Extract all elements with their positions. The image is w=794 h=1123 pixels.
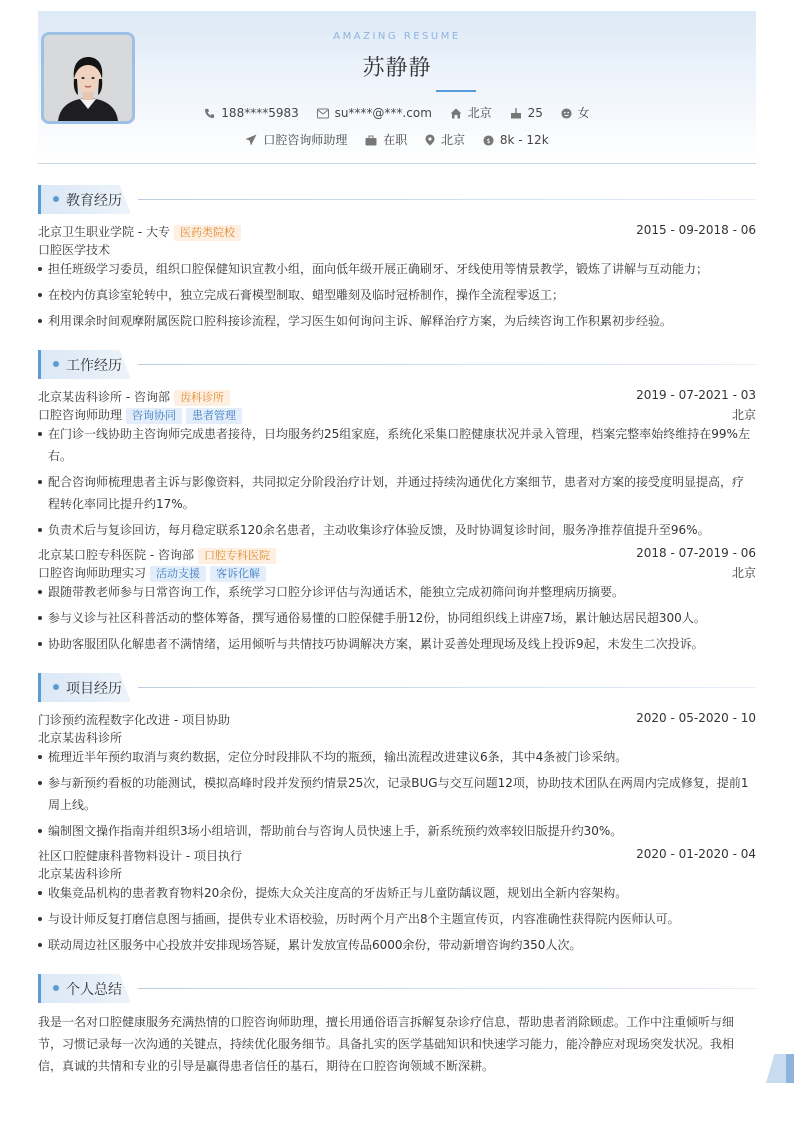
list-item: 担任班级学习委员，组织口腔保健知识宣教小组，面向低年级开展正确刷牙、牙线使用等情景教学，锻炼了讲解与互动能力； [38, 258, 750, 280]
resume-header [38, 11, 756, 164]
intent-status-text: 在职 [383, 133, 408, 147]
home-icon [450, 108, 462, 119]
section-dot [53, 196, 59, 202]
education-tag: 医药类院校 [174, 225, 241, 241]
section-dot [53, 684, 59, 690]
age-text: 25 [527, 106, 543, 120]
project-title-row [38, 847, 756, 865]
project-bullets [38, 882, 750, 960]
contact-home [450, 104, 492, 121]
intent-salary [483, 133, 549, 147]
work-role: 口腔咨询师助理 [38, 408, 123, 422]
phone-text: 188****5983 [221, 106, 299, 120]
list-item: 负责术后与复诊回访，每月稳定联系120余名患者，主动收集诊疗体验反馈，及时协调复诊时间，服务净推荐值提升至96%。 [38, 519, 750, 541]
list-item: 编制图文操作指南并组织3场小组培训，帮助前台与咨询人员快速上手，新系统预约效率较旧版提升约30%。 [38, 820, 750, 842]
list-item: 联动周边社区服务中心投放并安排现场答疑，累计发放宣传品6000余份，带动新增咨询约350人次。 [38, 934, 750, 956]
section-work [38, 350, 756, 379]
section-dot [53, 985, 59, 991]
project-date: 2020 - 01-2020 - 04 [636, 847, 756, 861]
section-project [38, 673, 756, 702]
contact-info-row [38, 104, 756, 121]
corner-tab-bar [786, 1054, 794, 1083]
home-text: 北京 [467, 106, 492, 120]
project-org-row [38, 865, 756, 883]
salary-icon [483, 135, 494, 146]
work-bullets [38, 423, 750, 545]
mail-icon [317, 108, 329, 119]
education-date: 2015 - 09-2018 - 06 [636, 223, 756, 237]
cake-icon [510, 108, 522, 119]
candidate-name: 苏静静 [362, 56, 432, 81]
skill-badge: 患者管理 [186, 408, 242, 424]
contact-gender [561, 104, 590, 121]
work-city: 北京 [731, 566, 756, 580]
project-title: 门诊预约流程数字化改进 - 项目协助 [38, 713, 230, 727]
work-role-row [38, 564, 756, 582]
summary-text: 我是一名对口腔健康服务充满热情的口腔咨询师助理，擅长用通俗语言拆解复杂诊疗信息，帮助患者消除顾虑。工作中注重倾听与细节，习惯记录每一次沟通的关键点，持续优化服务细节。具备扎实的医学基础知识和快速学习能力，能冷静应对现场突发状况。我相信，真诚的共情和专业的引导是赢得患者信任的基石，期待在口腔咨询领域不断深耕。 [38, 1015, 735, 1073]
briefcase-icon [365, 135, 377, 146]
work-company-row [38, 546, 756, 564]
section-title-work: 工作经历 [66, 358, 122, 374]
project-bullets [38, 746, 750, 846]
education-bullets [38, 258, 750, 336]
project-org: 北京某齿科诊所 [38, 867, 123, 881]
section-summary [38, 974, 756, 1003]
list-item: 与设计师反复打磨信息图与插画，提供专业术语校验，历时两个月产出8个主题宣传页，内容准确性获得院内医师认可。 [38, 908, 750, 930]
work-role: 口腔咨询师助理实习 [38, 566, 147, 580]
location-pin-icon [425, 134, 435, 146]
skill-badge: 咨询协同 [126, 408, 182, 424]
resume-subtitle: AMAZING RESUME [333, 31, 461, 42]
list-item: 参与新预约看板的功能测试，模拟高峰时段并发预约情景25次，记录BUG与交互问题12项，协助技术团队在两周内完成修复，提前1周上线。 [38, 772, 750, 816]
contact-phone [204, 106, 298, 120]
list-item: 利用课余时间观摩附属医院口腔科接诊流程，学习医生如何询问主诉、解释治疗方案，为后续咨询工作积累初步经验。 [38, 310, 750, 332]
education-major-row [38, 241, 756, 259]
contact-email [317, 106, 432, 120]
work-date: 2018 - 07-2019 - 06 [636, 546, 756, 560]
skill-badge: 客诉化解 [210, 566, 266, 582]
work-company: 北京某齿科诊所 - 咨询部 [38, 390, 170, 404]
list-item: 收集竞品机构的患者教育物料20余份，提炼大众关注度高的牙齿矫正与儿童防龋议题，规划出全新内容架构。 [38, 882, 750, 904]
skill-badge: 活动支援 [150, 566, 206, 582]
email-text: su****@***.com [334, 106, 432, 120]
intent-position [245, 131, 347, 148]
gender-text: 女 [577, 106, 590, 120]
project-title-row [38, 711, 756, 729]
work-company-tag: 口腔专科医院 [198, 548, 276, 564]
project-org: 北京某齿科诊所 [38, 731, 123, 745]
education-school: 北京卫生职业学院 - 大专 [38, 225, 170, 239]
work-date: 2019 - 07-2021 - 03 [636, 388, 756, 402]
page-corner-tab [766, 1054, 794, 1083]
list-item: 跟随带教老师参与日常咨询工作，系统学习口腔分诊评估与沟通话术，能独立完成初筛问询并整理病历摘要。 [38, 581, 750, 603]
intent-position-text: 口腔咨询师助理 [263, 133, 348, 147]
list-item: 在门诊一线协助主咨询师完成患者接待，日均服务约25组家庭，系统化采集口腔健康状况并录入管理，档案完整率始终维持在99%左右。 [38, 423, 750, 467]
intent-salary-text: 8k - 12k [499, 133, 549, 147]
section-divider [138, 988, 756, 989]
svg-text:$: $ [486, 136, 491, 145]
section-divider [138, 687, 756, 688]
work-city: 北京 [731, 408, 756, 422]
list-item: 配合咨询师梳理患者主诉与影像资料，共同拟定分阶段治疗计划，并通过持续沟通优化方案细节，患者对方案的接受度明显提高，疗程转化率同比提升约17%。 [38, 471, 750, 515]
intent-city [425, 131, 465, 148]
section-divider [138, 199, 756, 200]
job-intent-row [38, 131, 756, 148]
project-date: 2020 - 05-2020 - 10 [636, 711, 756, 725]
work-company: 北京某口腔专科医院 - 咨询部 [38, 548, 194, 562]
list-item: 梳理近半年预约取消与爽约数据，定位分时段排队不均的瓶颈，输出流程改进建议6条，其中4条被门诊采纳。 [38, 746, 750, 768]
section-divider [138, 364, 756, 365]
name-underline [436, 90, 476, 92]
work-role-row [38, 406, 756, 424]
list-item: 参与义诊与社区科普活动的整体筹备，撰写通俗易懂的口腔保健手册12份，协同组织线上讲座7场，累计触达居民超300人。 [38, 607, 750, 629]
list-item: 协助客服团队化解患者不满情绪，运用倾听与共情技巧协调解决方案，累计妥善处理现场及线上投诉9起，未发生二次投诉。 [38, 633, 750, 655]
list-item: 在校内仿真诊室轮转中，独立完成石膏模型制取、蜡型雕刻及临时冠桥制作，操作全流程零返工； [38, 284, 750, 306]
project-org-row [38, 729, 756, 747]
section-title-project: 项目经历 [66, 681, 122, 697]
send-icon [245, 134, 257, 146]
gender-icon [561, 108, 572, 119]
contact-age [510, 106, 543, 120]
section-dot [53, 361, 59, 367]
section-education [38, 185, 756, 214]
work-company-row [38, 388, 756, 406]
intent-status [365, 131, 407, 148]
project-title: 社区口腔健康科普物料设计 - 项目执行 [38, 849, 242, 863]
work-bullets [38, 581, 750, 659]
section-title-education: 教育经历 [66, 193, 122, 209]
phone-icon [204, 108, 215, 119]
education-major: 口腔医学技术 [38, 243, 111, 257]
section-title-summary: 个人总结 [66, 982, 122, 998]
work-company-tag: 齿科诊所 [174, 390, 230, 406]
education-school-row [38, 223, 756, 241]
intent-city-text: 北京 [441, 133, 466, 147]
